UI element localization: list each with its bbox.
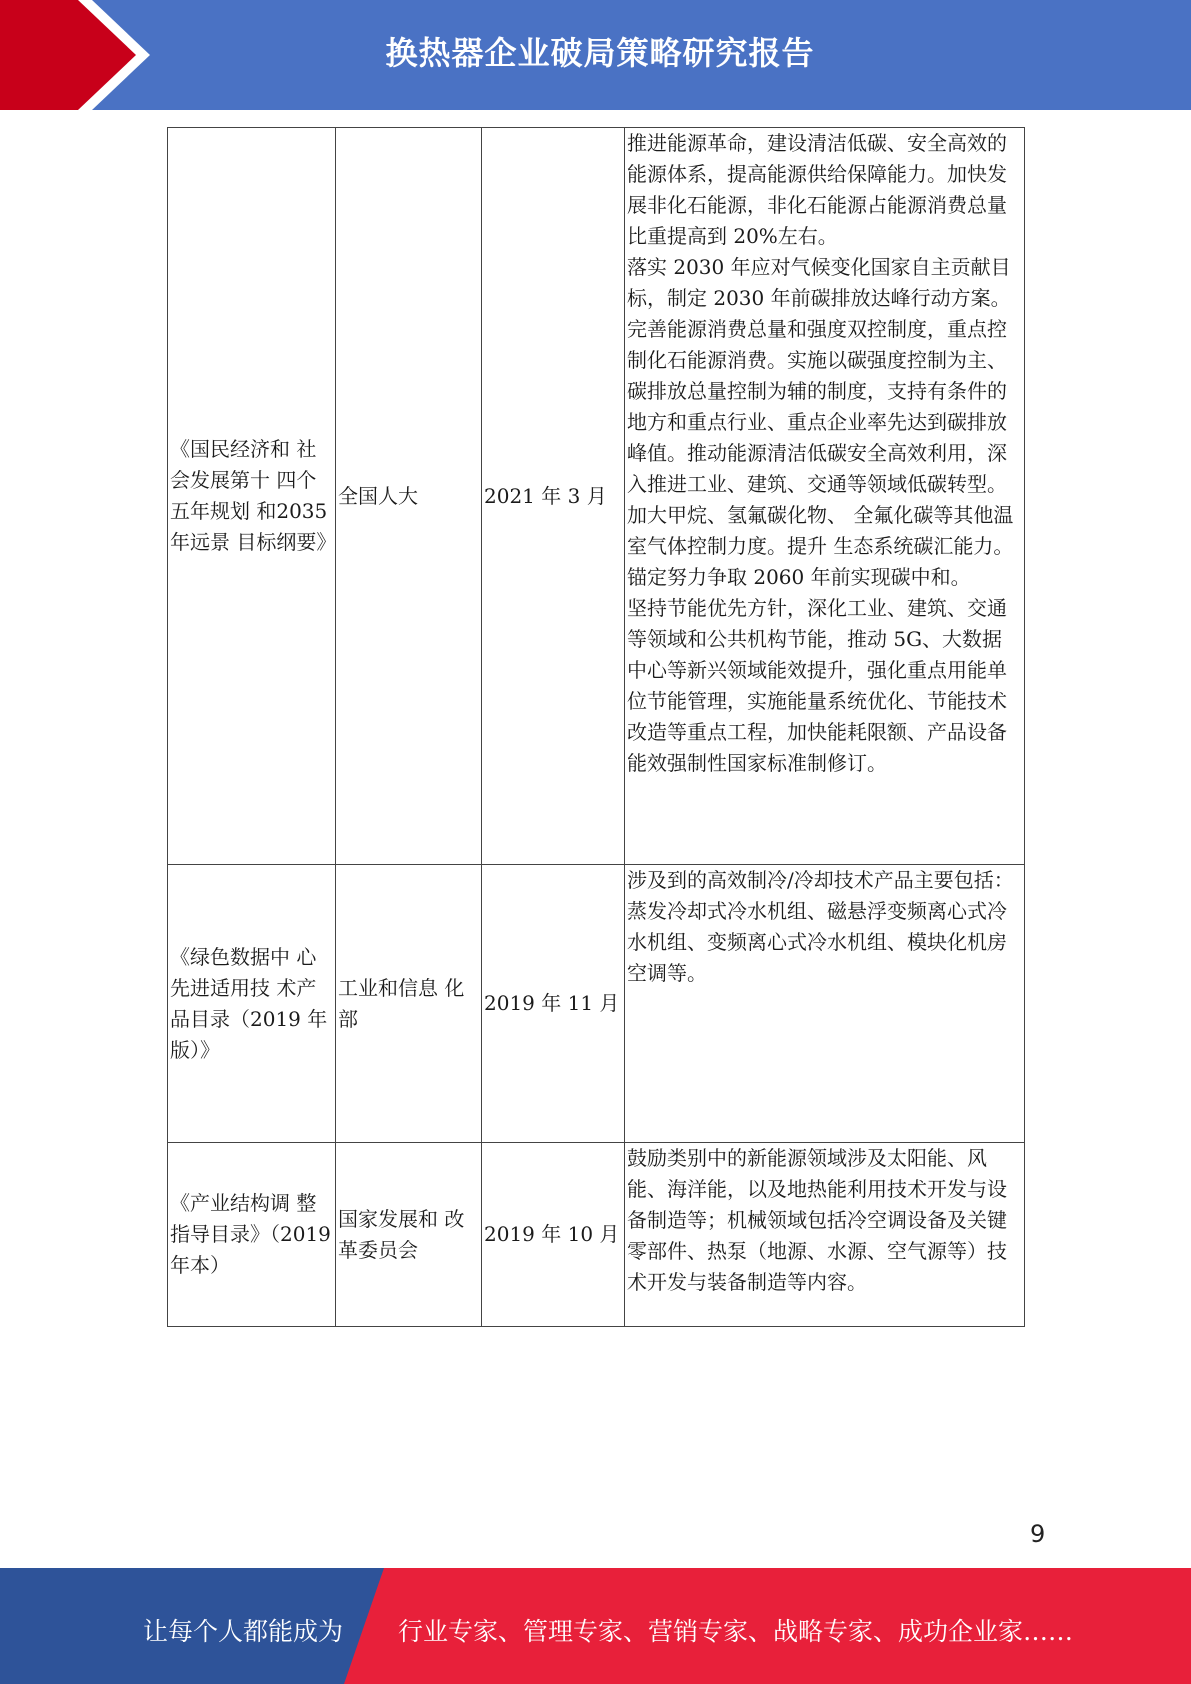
content-cell xyxy=(625,865,1025,1143)
content-paragraph: 涉及到的高效制冷/冷却技术产品主要包括：蒸发冷却式冷水机组、磁悬浮变频离心式冷水机组、变频离心式冷水机组、模块化机房空调等。 xyxy=(627,868,1014,985)
content-paragraph: 坚持节能优先方针，深化工业、建筑、交通等领域和公共机构节能，推动 5G、大数据中心等新兴领域能效提升，强化重点用能单位节能管理，实施能量系统优化、节能技术改造等重点工程，加快能耗限额、产品设备能效强制性国家标准制修订。 xyxy=(627,596,1007,775)
table-row xyxy=(168,1143,1025,1327)
table-row xyxy=(168,128,1025,865)
content-cell xyxy=(625,1143,1025,1327)
table-row xyxy=(168,865,1025,1143)
content-paragraph: 落实 2030 年应对气候变化国家自主贡献目标，制定 2030 年前碳排放达峰行动方案。完善能源消费总量和强度双控制度，重点控制化石能源消费。实施以碳强度控制为主、碳排放总量控制为辅的制度，支持有条件的地方和重点行业、重点企业率先达到碳排放峰值。推动能源清洁低碳安全高效利用，深入推进工业、建筑、交通等领域低碳转型。加大甲烷、氢氟碳化物、 全氟化碳等其他温室气体控制力度。提升 生态系统碳汇能力。锚定努力争取 2060 年前实现碳中和。 xyxy=(627,255,1014,589)
policy-table xyxy=(167,127,1025,1327)
date-cell: 2019 年 10 月 xyxy=(482,1143,625,1327)
date-cell: 2019 年 11 月 xyxy=(482,865,625,1143)
issuer-cell: 工业和信息 化部 xyxy=(336,865,482,1143)
policy-name-cell: 《产业结构调 整指导目录》（2019 年本） xyxy=(168,1143,336,1327)
page-header xyxy=(0,0,1191,110)
issuer-cell: 全国人大 xyxy=(336,128,482,865)
date-cell: 2021 年 3 月 xyxy=(482,128,625,865)
page-number: 9 xyxy=(1030,1520,1046,1548)
issuer-cell: 国家发展和 改革委员会 xyxy=(336,1143,482,1327)
content-cell xyxy=(625,128,1025,865)
page-footer xyxy=(0,1568,1191,1684)
policy-name-cell: 《国民经济和 社会发展第十 四个五年规划 和2035年远景 目标纲要》 xyxy=(168,128,336,865)
footer-slogan-right: 行业专家、管理专家、营销专家、战略专家、成功企业家…… xyxy=(398,1617,1074,1646)
report-title: 换热器企业破局策略研究报告 xyxy=(385,34,815,72)
footer-slogan-left: 让每个人都能成为 xyxy=(143,1617,344,1646)
policy-name-cell: 《绿色数据中 心先进适用技 术产品目录（2019 年版）》 xyxy=(168,865,336,1143)
content-paragraph: 鼓励类别中的新能源领域涉及太阳能、风能、海洋能，以及地热能利用技术开发与设备制造等；机械领域包括冷空调设备及关键零部件、热泵（地源、水源、空气源等）技术开发与装备制造等内容。 xyxy=(627,1146,1007,1294)
content-paragraph: 推进能源革命，建设清洁低碳、安全高效的能源体系，提高能源供给保障能力。加快发展非化石能源，非化石能源占能源消费总量比重提高到 20%左右。 xyxy=(627,131,1007,248)
